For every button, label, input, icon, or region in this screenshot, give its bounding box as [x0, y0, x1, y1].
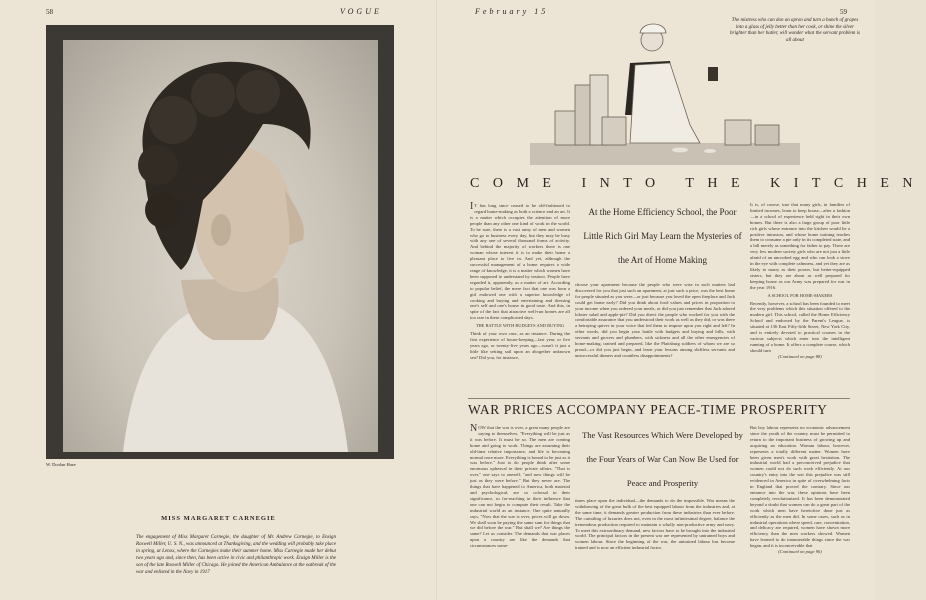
article2-headline: WAR PRICES ACCOMPANY PEACE-TIME PROSPERITY	[468, 402, 828, 417]
article1-col1-heading: THE BATTLE WITH BUDGETS AND BUYING	[475, 323, 565, 329]
article1-col3-text-b: Recently, however, a school has been founded to meet the very problems which this situation offered to the modern girl. This school, called the Home Efficiency School and endorsed by the Parent's League, is situated at 136 East Fifty-fifth Street, New York City, and is entirely devoted to practical courses in the various subjects which enter into the intelligent running of a home. It offers a complete course, which should turn	[750, 300, 850, 353]
dropcap-i: I	[470, 201, 474, 212]
masthead-vogue: VOGUE	[340, 7, 382, 16]
dropcap-n: N	[470, 423, 478, 434]
left-page	[0, 0, 437, 600]
masthead-date: February 15	[475, 7, 549, 16]
portrait-figure	[63, 40, 378, 452]
article2-col2: times place upon the individual—the demands to do the impossible. War means the withdrawing of the great bulk of the best equipped labour from the industries and, at the same time, it demands greater production from these industries than ever before. The curtailing of luxuries does not, even in the most infinitesimal degree, balance the tremendous production required to maintain a wholly non-productive army and navy. To meet this extraordinary demand, new factors have to be brought into the industrial world. The principal factors in the present war are represented by untrained boys and women labour. Since the beginning of the war, the untrained labour has become trained and is now an efficient industrial factor.	[575, 498, 735, 551]
article1-subhead: At the Home Efficiency School, the Poor Little Rich Girl May Learn the Mysteries of the Art of Home Making	[583, 207, 742, 265]
article1-continued: (Continued on page 88)	[778, 353, 822, 359]
article1-col1-text-b: Think of your own case, as an instance. During the first experience of house-keeping—last year, or five years ago, or twenty-five years ago—wasn't it just a little like setting sail upon an altogether unknown sea? Did you, for instance,	[470, 331, 570, 360]
caption-title: MISS MARGARET CARNEGIE	[161, 515, 276, 522]
article2-col3	[750, 425, 850, 597]
article2-col1	[470, 425, 570, 597]
article1-col1-text-a: T has long since ceased to be old-fashioned to regard home-making as both a science and an art. It is a matter which occupies the attention of more people than any other one kind of work in the world. To be sure, there is a vast army of men and women who go to business every day, but they may be busy with any one of several thousand forms of activity. And behind the majority of workers there is one woman whose interest it is to make their home a pleasant place to live in. And yet, although the successful management of a home requires a wide range of knowledge, it is a matter which women have been supposed to understand by instinct. People have regarded it, apparently, as a matter of art. According to popular belief, the mere fact that one was born a girl endowed one with a superior knowledge of cooking and buying and entertaining and dressing one's self and one's house in good taste. And this, in spite of the fact that attractive well-run homes are all too rare in these complicated days.	[470, 203, 570, 321]
article1-col3-heading: A SCHOOL FOR HOME-MAKERS	[767, 292, 833, 298]
article1-col3	[750, 202, 850, 395]
caption-body: The engagement of Miss Margaret Carnegie, the daughter of Mr. Andrew Carnegie, to Ensign Roswell Miller, U. S. N., was announced at Thanksgiving, and the wedding will probably take place in spring, at Lenox, where the Carnegies make their summer home. Miss Carnegie made her debut two years ago and, since then, has been active in civic and philanthropic work. Ensign Miller is the son of the late Roswell Miller of Chicago. He joined the American Ambulance at the outbreak of the war and enlisted in the Navy in 1917	[136, 535, 336, 575]
page-number-left: 58	[46, 8, 53, 16]
article2-continued: (Continued on page 96)	[778, 549, 822, 555]
article1-headline: COME INTO THE KITCHEN	[470, 176, 926, 191]
photo-credit: W. Doolan Haze	[46, 462, 76, 467]
illustration-caption: The mistress who can don an apron and turn a bunch of grapes into a glass of jelly better than her cook, or shine the silver brighter than her butler, will wonder what the servant problem is all about	[730, 18, 860, 43]
portrait-photo	[63, 40, 378, 452]
article1-col1	[470, 203, 570, 395]
article2-col3-text: But boy labour represents no economic advancement since the youth of the country must be permitted to return to the important business of growing up and acquiring an education. Woman labour, however, represents a totally different matter. Women have been given men's work with great hesitation. The industrial world had a preconceived prejudice that women could not do such work efficiently. At our country's entry into the war this prejudice was still evidenced in America in spite of overwhelming facts in England that proved the contrary. Since our entrance into the war, these opinions have been completely revolutionized. It has been demonstrated beyond a doubt that women can do a great part of the work which men have heretofore done just as efficiently as the men did. In some cases, such as in industrial operations where speed, care, concentration, and delicacy are required, women have shown more efficiency than the men workers showed. Women have learned to do innumerable things since the war began, and it is inconceivable that	[750, 425, 851, 549]
article1-col2: choose your apartment because the people who were wise in such matters had discovered for you that just such an apartment, at just such a price, was the best home for people situated as you were—or just because you loved the open fireplace and Jack could get home early? Did you think about food values and prices in proportion to your income when you ordered your meals, or did you just remember that Jack adored lobster salad and apple-pie? Did you direct the people who worked for you with the comfortable assurance that you understood their work as well as they did, or was there a betraying quiver in your voice that led them to impose upon you right and left? In other words, did you begin your battle with budgets and buying and bills, with servants and grocers and plumbers, with sickness and all the other emergencies of home-making, trained and prepared, like the Plattsburg soldiers of whom we are so proud—or did you just begin, and learn your lessons among shiftless servants and unsuccessful dinners and countless disappointments?	[575, 282, 735, 358]
article1-col3-text-a: It is, of course, true that many girls, in families of limited incomes, learn to keep house—after a fashion—in a school of experience held right in their own homes. But there is also a large group of poor little rich girls whose entrance into the kitchen would be a positive intrusion, and whose home training teaches them to consume a pie only in its completed state, and a bill merely as something for father to pay. There are very few modern society girls who are not just a little afraid of an uncooked egg and who can look a stove in the eye with complete calmness, and yet they are as likely to marry as their poorer, but better-equipped sisters, but they are about as well prepared for keeping house as our Army was prepared for war in the year 1916.	[750, 202, 850, 290]
article2-col1-text: OW that the war is over, a great many people are saying to themselves, "Everything will be just as it was before. It must be so. The men are coming home and going to work. Things are assuming their old-time relative importance, and life is becoming normal once more. Everything is bound to be just as it was before." Just to do people think after some enormous upheaval in their private affairs. "That is over," one says to oneself, "and now things will be just as they were before." But they never are. The things that have happened to America, both material and psychological, are so colossal in their significance, so far-reaching in their influence that one can not begin to compute their result. Take the industrial world as an instance. One quite naturally says, "Now that the war is over, prices will go down. We shall soon be paying the same sum for things that we did before the war." But shall we? Are things the same? Let us consider. The demands that war places upon a country are like the demands that circumstances some-	[470, 425, 570, 549]
article2-subhead: The Vast Resources Which Were Developed by the Four Years of War Can Now Be Used for Peace and Prosperity	[582, 430, 743, 488]
page-number-right: 59	[840, 8, 847, 16]
section-divider	[468, 398, 850, 399]
